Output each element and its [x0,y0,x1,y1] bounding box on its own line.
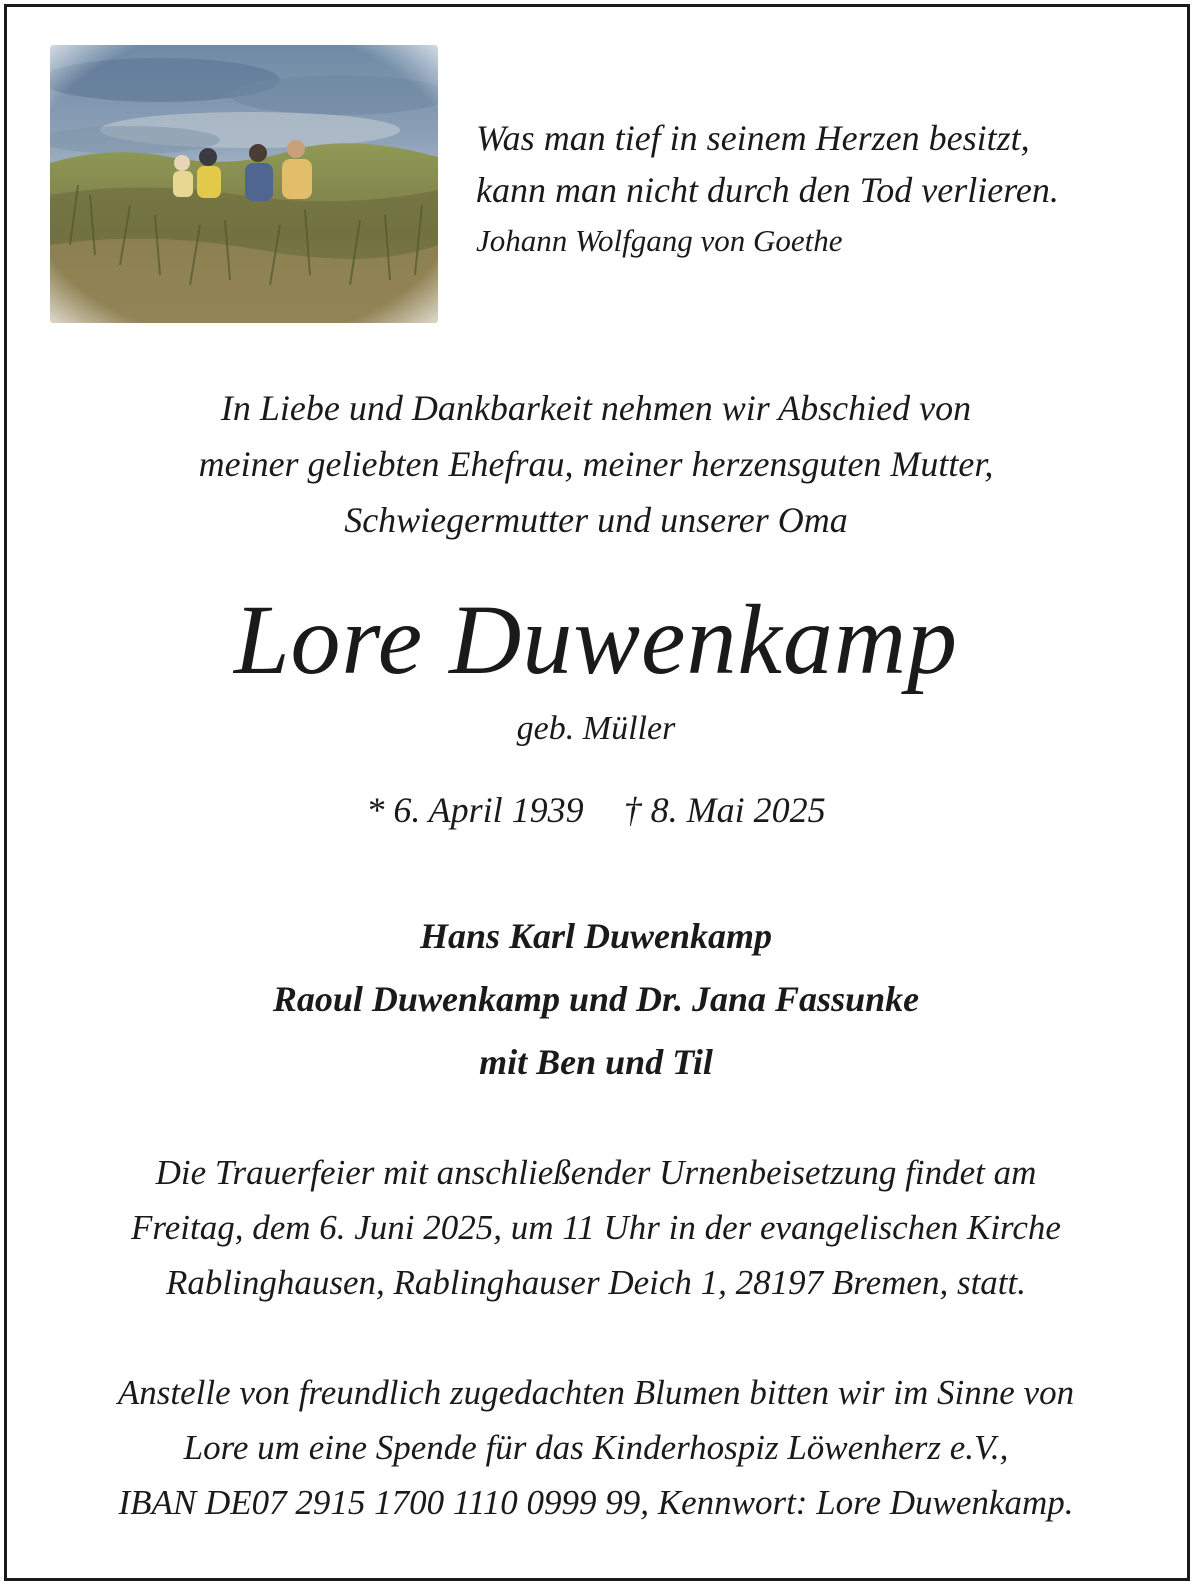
quote-author: Johann Wolfgang von Goethe [476,223,843,258]
service-details [0,1145,1192,1310]
death-date: † 8. Mai 2025 [623,790,826,830]
service-line: Rablinghausen, Rablinghauser Deich 1, 28197 Bremen, statt. [166,1263,1026,1302]
birth-date: * 6. April 1939 [366,790,584,830]
service-line: Die Trauerfeier mit anschließender Urnenbeisetzung findet am [155,1153,1037,1192]
donation-line: Anstelle von freundlich zugedachten Blumen bitten wir im Sinne von [117,1373,1075,1412]
family-line: Raoul Duwenkamp und Dr. Jana Fassunke [272,979,920,1019]
intro-line: Schwiegermutter und unserer Oma [344,500,848,540]
family-line: Hans Karl Duwenkamp [419,916,773,956]
donation-line: Lore um eine Spende für das Kinderhospiz Löwenherz e.V., [183,1428,1009,1467]
donation-request [0,1365,1192,1530]
quote-block [476,112,1176,266]
painting-dunes-icon [50,45,438,323]
intro-line: meiner geliebten Ehefrau, meiner herzensguten Mutter, [198,444,994,484]
deceased-name: Lore Duwenkamp [233,584,959,695]
service-line: Freitag, dem 6. Juni 2025, um 11 Uhr in der evangelischen Kirche [131,1208,1061,1247]
quote-line: Was man tief in seinem Herzen besitzt, [476,118,1030,158]
life-dates [0,785,1192,835]
intro-line: In Liebe und Dankbarkeit nehmen wir Abschied von [220,388,972,428]
watercolor-painting [50,45,438,323]
quote-line: kann man nicht durch den Tod verlieren. [476,170,1059,210]
donation-line: IBAN DE07 2915 1700 1110 0999 99, Kennwort: Lore Duwenkamp. [118,1483,1074,1522]
family-signatures [0,905,1192,1094]
family-line: mit Ben und Til [479,1042,713,1082]
maiden-name: geb. Müller [516,710,676,747]
intro-text [0,380,1192,548]
